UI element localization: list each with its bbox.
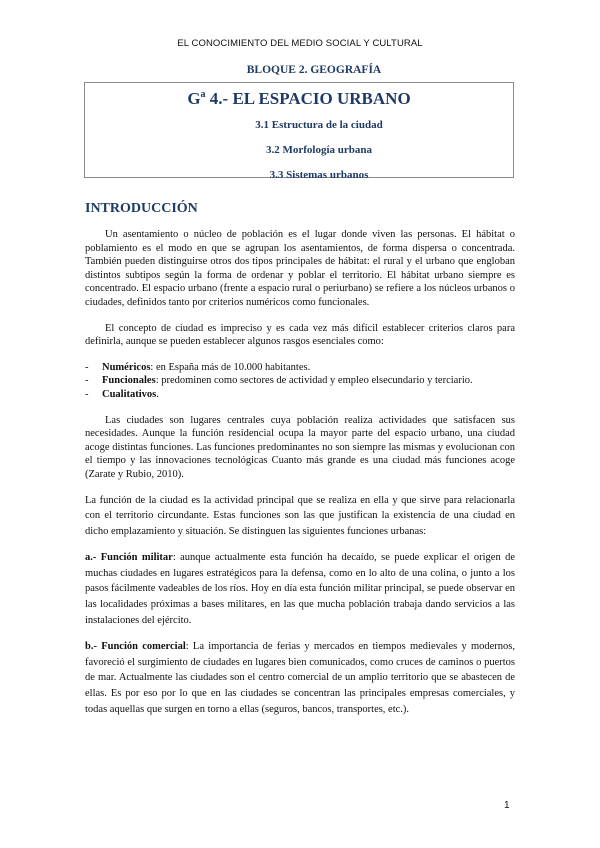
list-item	[85, 361, 515, 375]
section-item-1: 3.1 Estructura de la ciudad	[255, 119, 383, 131]
title-superscript: a	[200, 89, 206, 100]
list-item	[85, 374, 515, 388]
funcion-militar-label: a.- Función militar	[85, 552, 173, 564]
paragraph-2: El concepto de ciudad es impreciso y es cada vez más difícil establecer criterios claros para definirla, aunque se pueden establecer algunos rasgos esenciales como:	[85, 322, 515, 348]
title-box	[84, 82, 514, 181]
section-item-2: 3.2 Morfología urbana	[265, 144, 373, 156]
list-item-text: : predominen como sectores de actividad y empleo elsecundario y terciario.	[155, 375, 473, 387]
funcion-comercial-text: : La importancia de ferias y mercados en tiempos medievales y modernos, favoreció el surgimiento de ciudades en lugares bien comunicados, como cruces de caminos o puertos de mar. Actualmente las ciudades son el centro comercial de un amplio territorio que se abastecen de ellas. Es por eso por lo que en las ciudades se concentran las principales empresas comerciales, y todas aquellas que surgen en torno a ellas (seguros, bancos, transportes, etc.).	[85, 641, 515, 715]
list-item-label: Numéricos	[102, 361, 151, 373]
body-content	[85, 228, 515, 717]
bloque-heading: BLOQUE 2. GEOGRAFÍA	[246, 64, 382, 76]
criteria-list	[85, 361, 515, 402]
list-item-label: Cualitativos	[102, 388, 157, 400]
paragraph-3: Las ciudades son lugares centrales cuya población realiza actividades que satisfacen sus necesidades. Aunque la función residencial ocupa la mayor parte del espacio urbano, una ciudad acoge distintas funciones. Las funciones predominantes no son siempre las mismas y evolucionan con el tiempo y las innovaciones tecnológicas Cuanto más grande es una ciudad más funciones acoge (Zarate y Rubio, 2010).	[85, 414, 515, 480]
paragraph-1: Un asentamiento o núcleo de población es el lugar donde viven las personas. El hábitat o poblamiento es el modo en que se agrupan los asentamientos, de forma dispersa o concentrada. También pueden distinguirse otros dos tipos principales de hábitat: el rural y el urbano que engloban distintos subtipos según la forma de ordenar y poblar el territorio. El hábitat urbano siempre es concentrado. El espacio urbano (frente a espacio rural o periurbano) se refiere a los núcleos urbanos o ciudades, definidos tanto por criterios numéricos como funcionales.	[85, 229, 515, 308]
title-text: 4.- EL ESPACIO URBANO	[205, 89, 411, 108]
list-item-text: .	[156, 388, 159, 400]
chapter-title	[85, 89, 513, 109]
section-item-3: 3.3 Sistemas urbanos	[269, 169, 369, 181]
funcion-militar-text: : aunque actualmente esta función ha decaído, se puede explicar el origen de muchas ciudades en lugares estratégicos para la defensa, como en lo alto de una colina, o junto a los pasos fácilmente vadeables de los ríos. Hoy en día esta función militar principal, se puede observar en las localidades próximas a bases militares, en las que mucha población trabaja dando servicios a las instalaciones del ejército.	[85, 552, 515, 626]
list-item	[85, 388, 515, 402]
funcion-comercial-label: b.- Función comercial	[85, 641, 186, 653]
page-number: 1	[504, 800, 510, 811]
list-item-text: : en España más de 10.000 habitantes.	[150, 361, 311, 373]
paragraph-funcion-comercial	[85, 639, 515, 717]
paragraph-4: La función de la ciudad es la actividad principal que se realiza en ella y que sirve para relacionarla con el territorio circundante. Estas funciones son las que justifican la existencia de una ciudad en dicho emplazamiento y situación. Se distinguen las siguientes funciones urbanas:	[85, 494, 515, 537]
list-item-label: Funcionales	[102, 375, 156, 387]
introduction-heading: INTRODUCCIÓN	[85, 201, 198, 216]
title-prefix: G	[187, 89, 201, 108]
paragraph-funcion-militar	[85, 550, 515, 628]
running-header: EL CONOCIMIENTO DEL MEDIO SOCIAL Y CULTURAL	[177, 38, 423, 49]
